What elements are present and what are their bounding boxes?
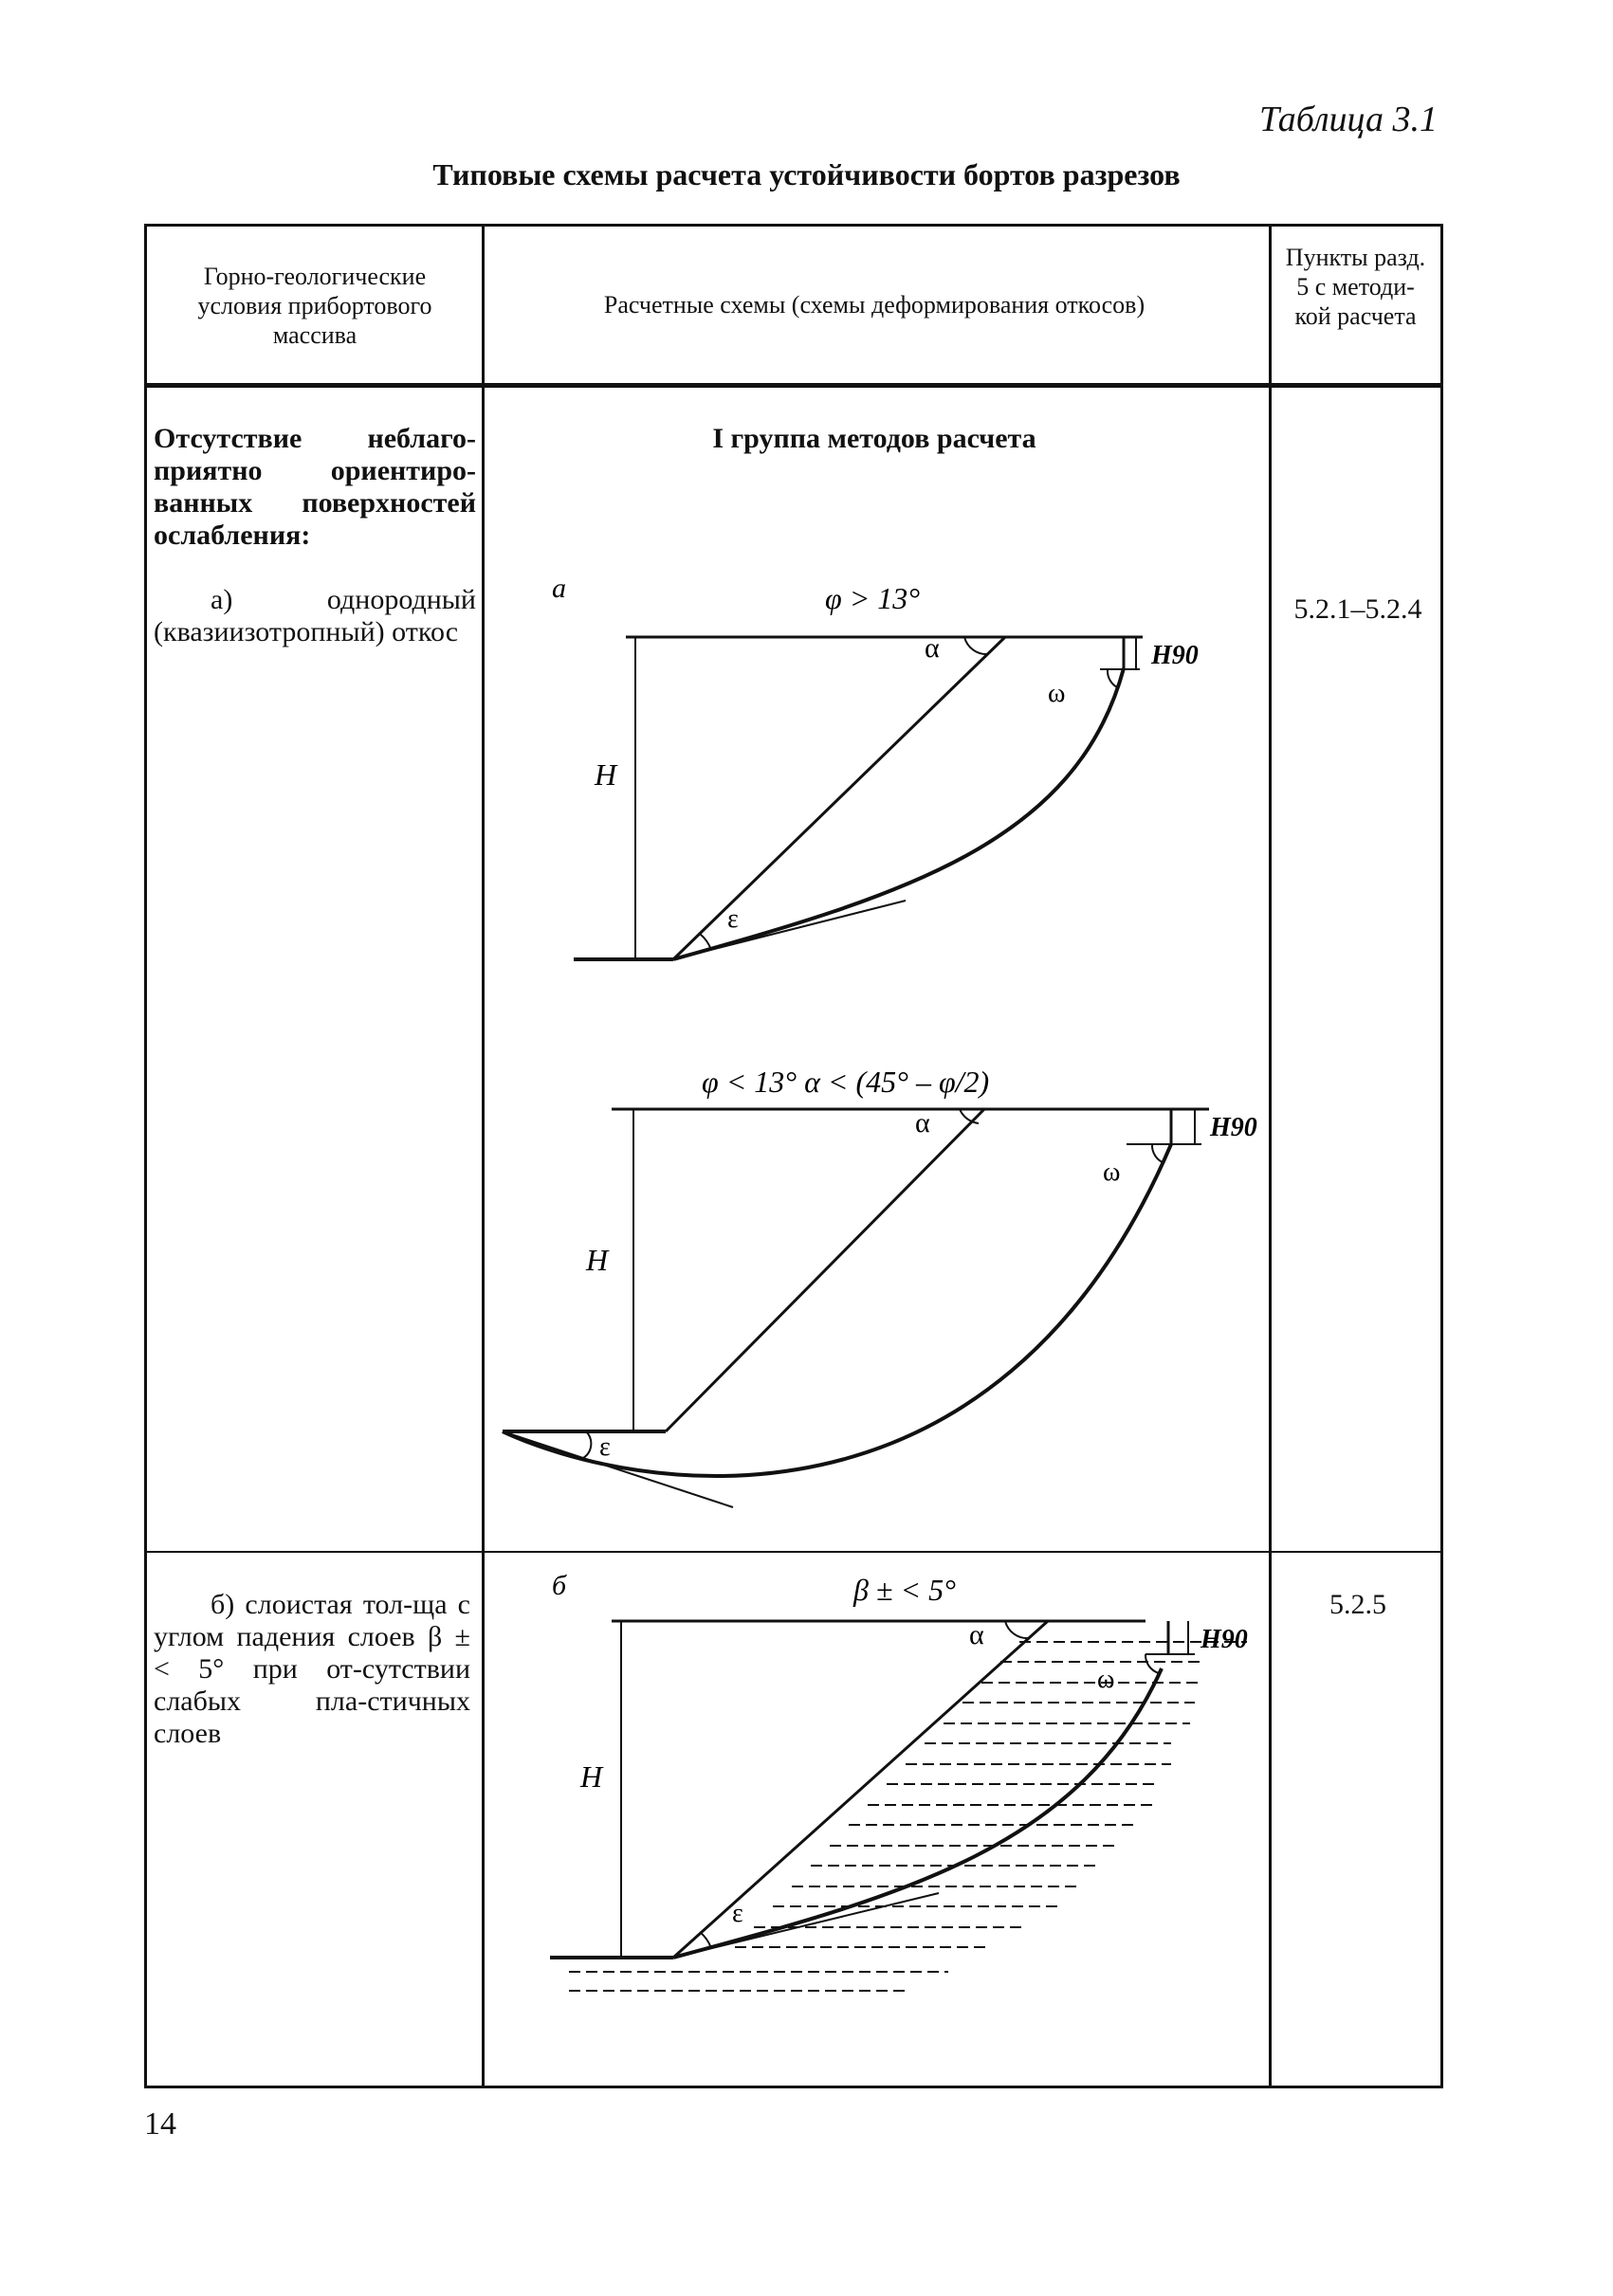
- alpha-label: α: [915, 1107, 930, 1139]
- table-border-top: [144, 224, 1443, 227]
- h-label: H: [586, 1243, 609, 1277]
- row-separator: [144, 1551, 1443, 1553]
- condition-a: а) однородный (квазиизотропный) откос: [154, 584, 476, 647]
- epsilon-label: ε: [727, 904, 739, 934]
- table-border-bottom: [144, 2086, 1443, 2088]
- diagram-b: [531, 1564, 1252, 2019]
- diagram-a1: [531, 569, 1252, 986]
- table-title: Типовые схемы расчета устойчивости бортов разрезов: [432, 157, 1181, 191]
- alpha-arc: [964, 637, 988, 654]
- epsilon-arc: [700, 1932, 711, 1948]
- alpha-label: α: [969, 1619, 984, 1650]
- slope-face: [666, 1109, 984, 1431]
- slip-surface: [503, 1144, 1171, 1476]
- h-label: H: [580, 1759, 603, 1794]
- epsilon-arc: [583, 1431, 591, 1458]
- diagram-a1-condition: φ > 13°: [825, 581, 921, 615]
- table-border-left: [144, 224, 147, 2088]
- tangent-line: [673, 901, 906, 959]
- column-divider-1: [482, 224, 485, 2088]
- omega-label: ω: [1103, 1157, 1121, 1187]
- alpha-label: α: [925, 632, 940, 664]
- condition-heading: Отсутствие неблаго-приятно ориентиро-ванных поверхностей ослабления:: [154, 423, 476, 551]
- slip-surface: [673, 668, 1124, 959]
- column-header-schemes: Расчетные схемы (схемы деформирования откосов): [603, 291, 1146, 319]
- h90-label: H90: [1151, 641, 1199, 670]
- diagram-a1-label: а: [552, 573, 566, 604]
- reference-row2: 5.2.5: [1329, 1589, 1386, 1620]
- group-title: I группа методов расчета: [712, 423, 1036, 454]
- omega-label: ω: [1097, 1665, 1115, 1694]
- reference-row1: 5.2.1–5.2.4: [1293, 593, 1422, 625]
- h90-label: H90: [1201, 1625, 1248, 1654]
- alpha-arc: [1005, 1621, 1029, 1638]
- h90-label: H90: [1210, 1113, 1257, 1142]
- diagram-a2-condition: φ < 13° α < (45° – φ/2): [702, 1065, 990, 1099]
- condition-b: б) слоистая тол-ща с углом падения слоев β ± < 5° при от-сутствии слабых пла-стичных слоев: [154, 1589, 470, 1749]
- epsilon-label: ε: [732, 1899, 743, 1928]
- omega-label: ω: [1048, 679, 1066, 708]
- diagram-b-label: б: [552, 1570, 567, 1601]
- table-border-right: [1440, 224, 1443, 2088]
- column-header-conditions: Горно-геологические условия прибортового массива: [197, 263, 432, 349]
- column-divider-2: [1269, 224, 1272, 2088]
- diagram-b-condition: β ± < 5°: [853, 1573, 956, 1607]
- page-number: 14: [144, 2106, 176, 2141]
- header-separator: [144, 383, 1443, 388]
- tangent-line: [503, 1431, 733, 1507]
- h-label: H: [595, 757, 617, 792]
- epsilon-arc: [700, 934, 711, 950]
- bedding-layers: [569, 1642, 1247, 1991]
- epsilon-label: ε: [599, 1432, 611, 1462]
- column-header-references: Пункты разд. 5 с методи-кой расчета: [1285, 244, 1426, 330]
- diagram-a2: [493, 1052, 1257, 1526]
- table-label: Таблица 3.1: [1259, 100, 1438, 139]
- omega-arc: [1146, 1654, 1159, 1673]
- slip-surface: [673, 1668, 1162, 1958]
